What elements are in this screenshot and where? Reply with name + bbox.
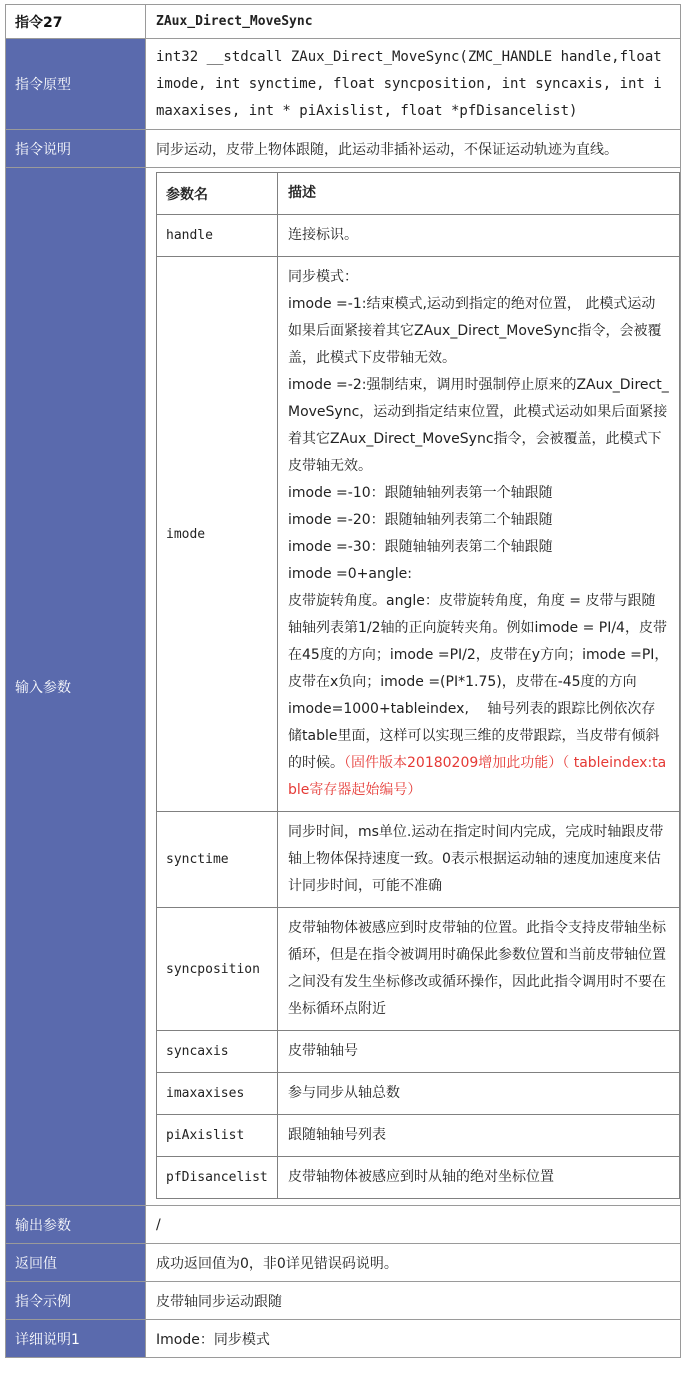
imode-line: imode =-2:强制结束，调用时强制停止原来的ZAux_Direct_MoveSync，运动到指定结束位置，此模式运动如果后面紧接着其它ZAux_Direct_MoveSync指令，会被覆盖，此模式下皮带轴无效。 (288, 377, 669, 474)
param-name: syncaxis (157, 1031, 278, 1073)
detail-label: 详细说明1 (6, 1320, 146, 1358)
param-name: handle (157, 215, 278, 257)
description-value: 同步运动，皮带上物体跟随，此运动非插补运动，不保证运动轨迹为直线。 (146, 130, 681, 168)
input-params-cell (146, 168, 681, 1206)
table-row (157, 908, 680, 1031)
description-row (6, 130, 681, 168)
table-row (157, 812, 680, 908)
imode-last-line (288, 696, 669, 804)
api-doc-table (5, 4, 681, 1358)
param-desc: 跟随轴轴号列表 (278, 1115, 680, 1157)
table-row (157, 257, 680, 812)
param-name: synctime (157, 812, 278, 908)
example-value: 皮带轴同步运动跟随 (146, 1282, 681, 1320)
example-label: 指令示例 (6, 1282, 146, 1320)
imode-line: 同步模式： (288, 269, 358, 285)
firmware-note: （固件版本20180209增加此功能）（ tableindex:table寄存器起始编号） (288, 755, 667, 798)
prototype-row (6, 39, 681, 130)
param-desc (278, 257, 680, 812)
output-params-label: 输出参数 (6, 1206, 146, 1244)
param-desc: 皮带轴轴号 (278, 1031, 680, 1073)
returns-row (6, 1244, 681, 1282)
param-desc: 同步时间，ms单位.运动在指定时间内完成，完成时轴跟皮带轴上物体保持速度一致。0表示根据运动轴的速度加速度来估计同步时间，可能不准确 (278, 812, 680, 908)
param-desc: 皮带轴物体被感应到时从轴的绝对坐标位置 (278, 1157, 680, 1199)
prototype-value: int32 __stdcall ZAux_Direct_MoveSync(ZMC_HANDLE handle,float imode, int synctime, float syncposition, int syncaxis, int imaxaxises, int * piAxislist, float *pfDisancelist) (146, 39, 681, 130)
table-row (157, 1031, 680, 1073)
command-number: 指令27 (6, 5, 146, 39)
table-row (157, 1157, 680, 1199)
imode-line: imode =-30：跟随轴轴列表第二个轴跟随 (288, 539, 553, 555)
imode-line: 皮带旋转角度。angle：皮带旋转角度，角度 = 皮带与跟随轴轴列表第1/2轴的正向旋转夹角。例如imode = PI/4，皮带在45度的方向；imode =PI/2，皮带在y方向；imode =PI，皮带在x负向；imode =(PI*1.75)，皮带在-45度的方向 (288, 593, 669, 690)
output-params-row (6, 1206, 681, 1244)
example-row (6, 1282, 681, 1320)
output-params-value: / (146, 1206, 681, 1244)
input-params-row (6, 168, 681, 1206)
param-desc: 参与同步从轴总数 (278, 1073, 680, 1115)
table-row (157, 1115, 680, 1157)
header-row (6, 5, 681, 39)
imode-line: imode =0+angle: (288, 566, 412, 582)
param-desc-header: 描述 (278, 173, 680, 215)
imode-line: imode =-20：跟随轴轴列表第二个轴跟随 (288, 512, 553, 528)
param-name: pfDisancelist (157, 1157, 278, 1199)
param-desc: 皮带轴物体被感应到时皮带轴的位置。此指令支持皮带轴坐标循环，但是在指令被调用时确保此参数位置和当前皮带轴位置之间没有发生坐标修改或循环操作，因此此指令调用时不要在坐标循环点附近 (278, 908, 680, 1031)
param-name: piAxislist (157, 1115, 278, 1157)
param-name-header: 参数名 (157, 173, 278, 215)
returns-value: 成功返回值为0，非0详见错误码说明。 (146, 1244, 681, 1282)
imode-tableindex-text: imode=1000+tableindex, 轴号列表的跟踪比例依次存储table里面，这样可以实现三维的皮带跟踪，当皮带有倾斜的时候。 (288, 701, 660, 771)
imode-line: imode =-1:结束模式,运动到指定的绝对位置， 此模式运动如果后面紧接着其它ZAux_Direct_MoveSync指令，会被覆盖，此模式下皮带轴无效。 (288, 296, 662, 366)
detail-row (6, 1320, 681, 1358)
command-name: ZAux_Direct_MoveSync (146, 5, 681, 39)
param-name: syncposition (157, 908, 278, 1031)
description-label: 指令说明 (6, 130, 146, 168)
param-name: imode (157, 257, 278, 812)
imode-line: imode =-10：跟随轴轴列表第一个轴跟随 (288, 485, 553, 501)
params-table (156, 172, 680, 1199)
input-params-label: 输入参数 (6, 168, 146, 1206)
table-row (157, 1073, 680, 1115)
detail-value: Imode：同步模式 (146, 1320, 681, 1358)
params-header-row (157, 173, 680, 215)
returns-label: 返回值 (6, 1244, 146, 1282)
param-desc: 连接标识。 (278, 215, 680, 257)
prototype-label: 指令原型 (6, 39, 146, 130)
table-row (157, 215, 680, 257)
param-name: imaxaxises (157, 1073, 278, 1115)
